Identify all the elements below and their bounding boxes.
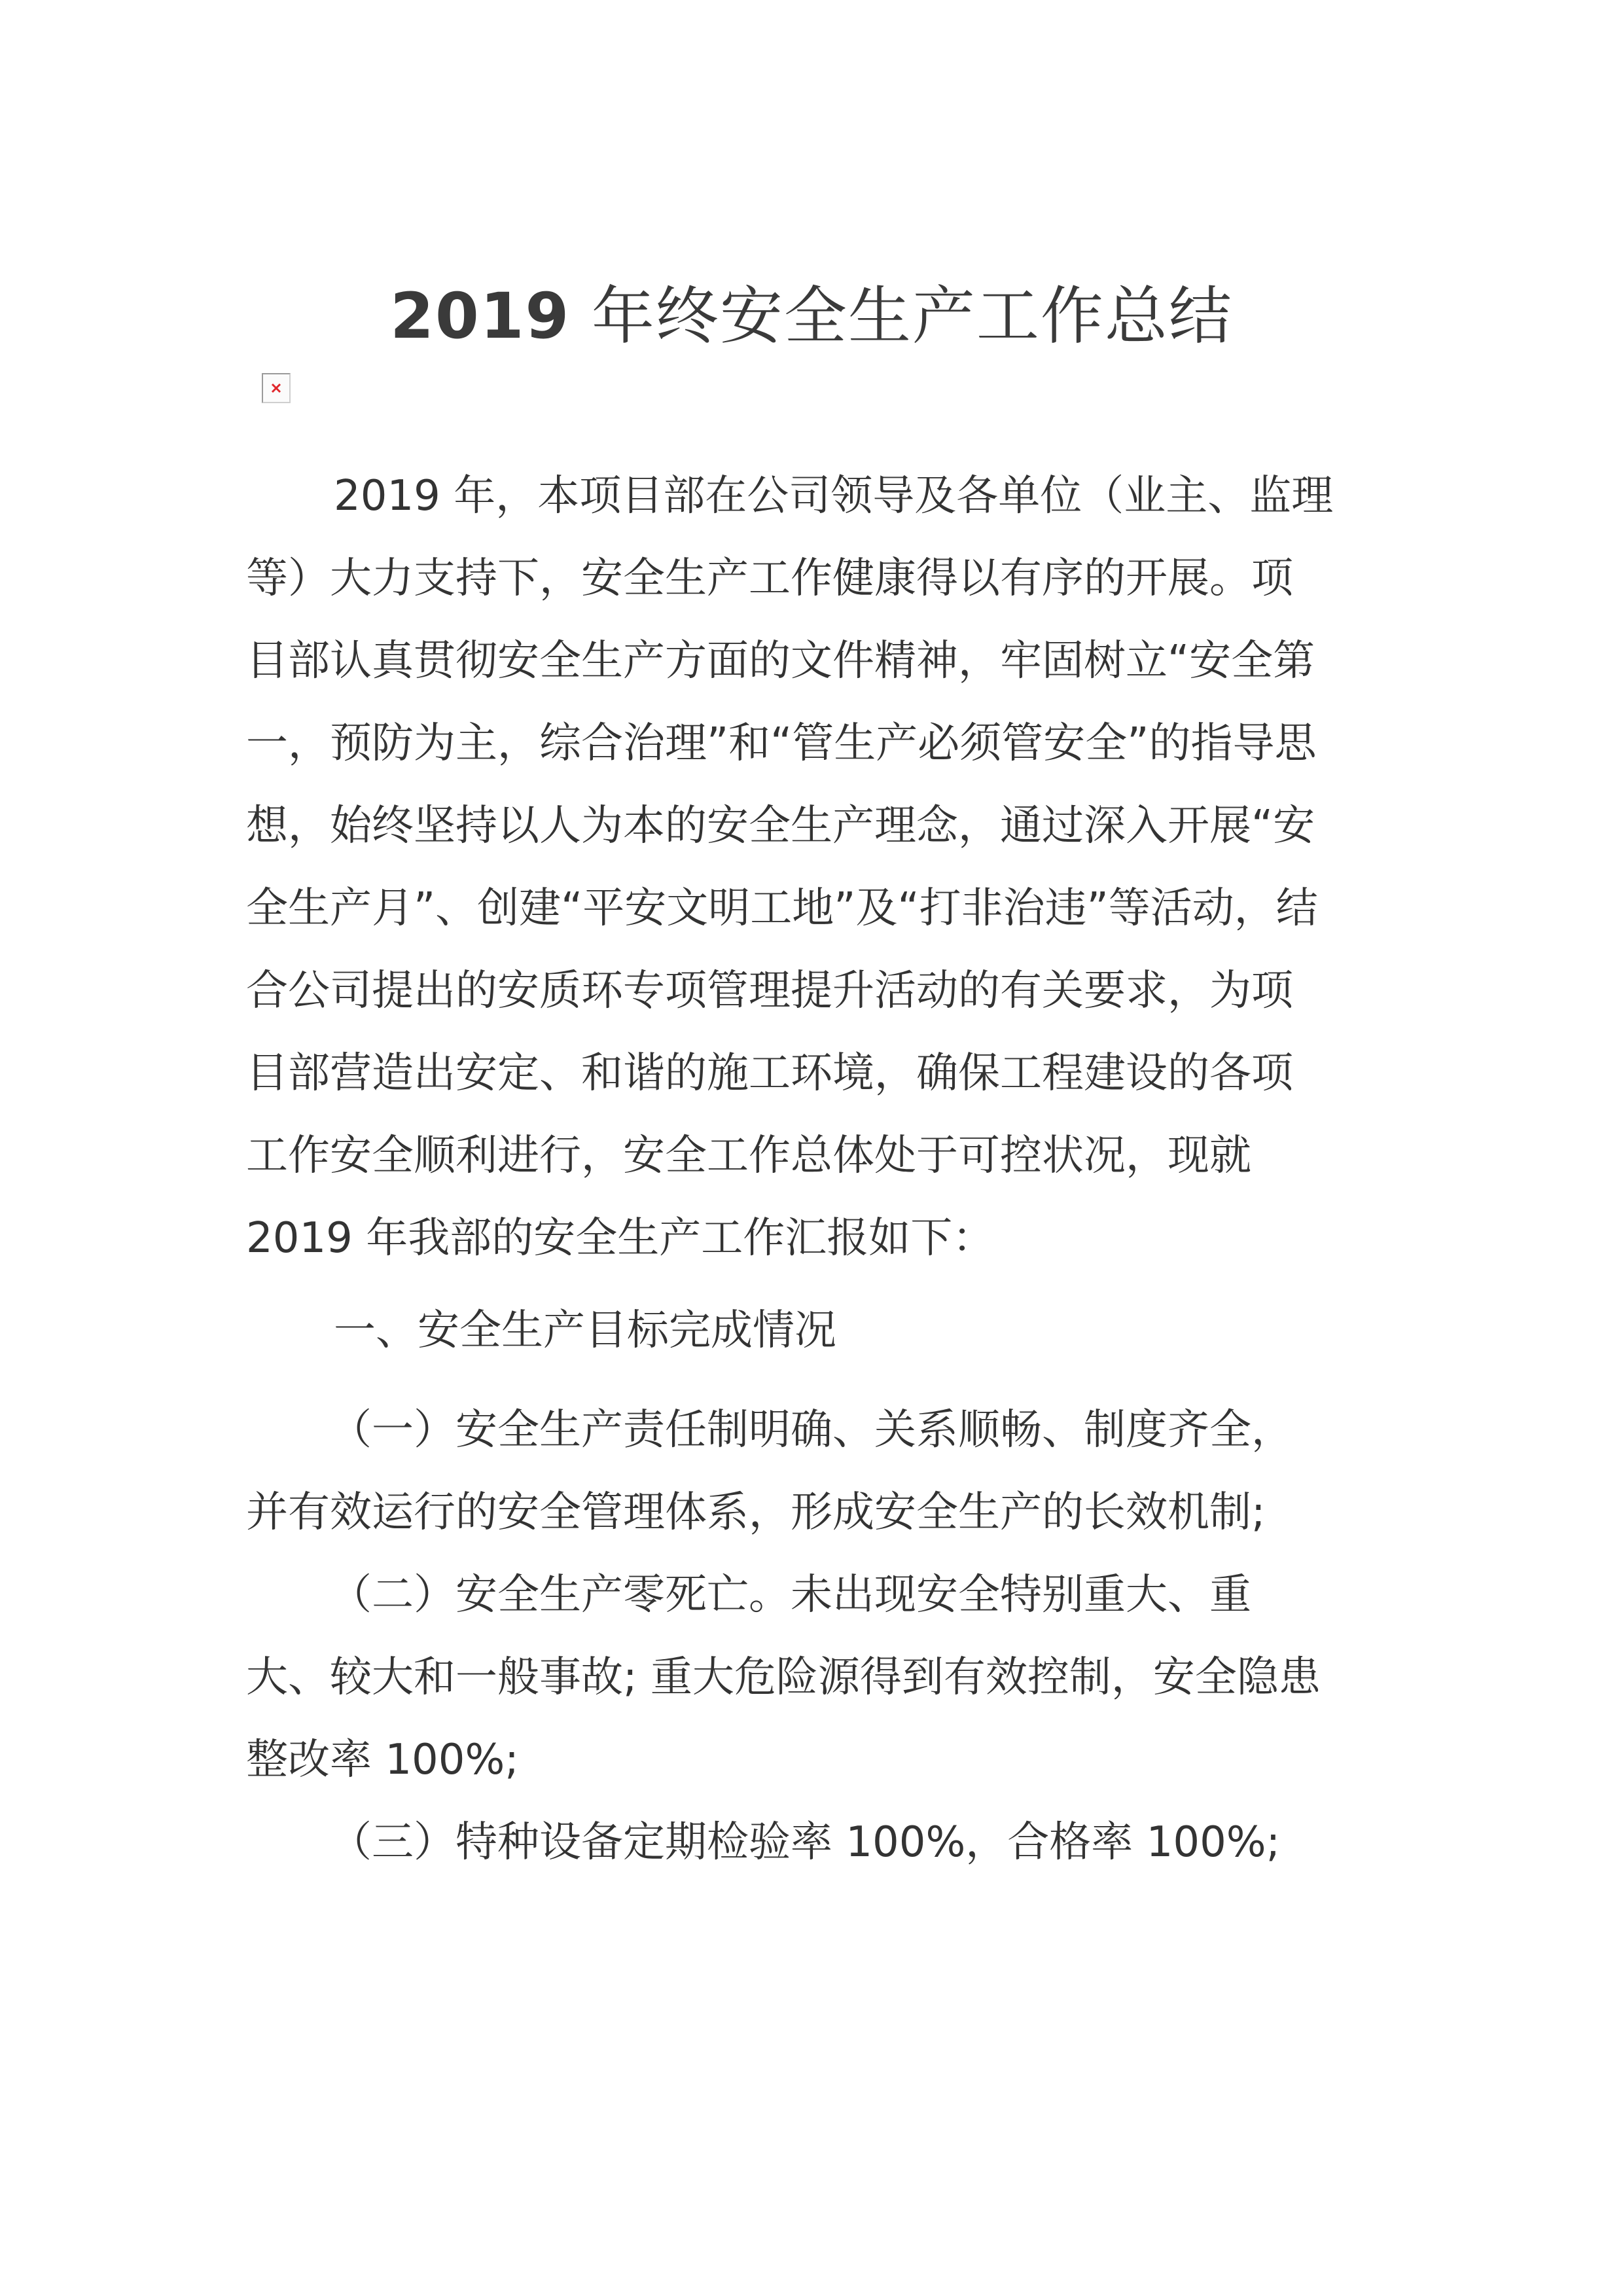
intro-line: 2019 年，本项目部在公司领导及各单位（业主、监理 bbox=[334, 472, 1334, 520]
intro-line: 目部营造出安定、和谐的施工环境，确保工程建设的各项 bbox=[246, 1049, 1293, 1098]
item-1-line: 并有效运行的安全管理体系，形成安全生产的长效机制; bbox=[246, 1488, 1266, 1537]
item-1-line: （一）安全生产责任制明确、关系顺畅、制度齐全， bbox=[330, 1406, 1293, 1454]
item-3-paragraph bbox=[246, 1801, 1378, 1884]
broken-image-x-mark bbox=[270, 382, 283, 395]
item-2-paragraph bbox=[246, 1554, 1378, 1801]
intro-line: 2019 年我部的安全生产工作汇报如下： bbox=[246, 1214, 995, 1263]
intro-line: 合公司提出的安质环专项管理提升活动的有关要求，为项 bbox=[246, 967, 1293, 1015]
intro-line: 工作安全顺利进行，安全工作总体处于可控状况，现就 bbox=[246, 1132, 1251, 1180]
title-year: 2019 bbox=[390, 279, 571, 353]
intro-line: 想，始终坚持以人为本的安全生产理念，通过深入开展“安 bbox=[246, 802, 1315, 850]
item-1-paragraph bbox=[246, 1389, 1378, 1554]
broken-image-icon bbox=[262, 373, 291, 403]
document-title bbox=[0, 274, 1623, 359]
section-1-heading: 一、安全生产目标完成情况 bbox=[334, 1306, 836, 1355]
intro-line: 一，预防为主，综合治理”和“管生产必须管安全”的指导思 bbox=[246, 719, 1317, 768]
title-text: 年终安全生产工作总结 bbox=[591, 279, 1233, 353]
intro-line: 全生产月”、创建“平安文明工地”及“打非治违”等活动，结 bbox=[246, 884, 1318, 933]
item-2-line: 整改率 100%; bbox=[246, 1736, 519, 1784]
intro-line: 等）大力支持下，安全生产工作健康得以有序的开展。项 bbox=[246, 554, 1293, 603]
item-2-line: 大、较大和一般事故; 重大危险源得到有效控制，安全隐患 bbox=[246, 1653, 1321, 1702]
section-heading bbox=[246, 1289, 1378, 1372]
intro-line: 目部认真贯彻安全生产方面的文件精神，牢固树立“安全第 bbox=[246, 637, 1315, 685]
item-2-line: （二）安全生产零死亡。未出现安全特别重大、重 bbox=[330, 1571, 1251, 1619]
item-3-line: （三）特种设备定期检验率 100%，合格率 100%; bbox=[330, 1818, 1281, 1867]
intro-paragraph bbox=[246, 455, 1378, 1280]
